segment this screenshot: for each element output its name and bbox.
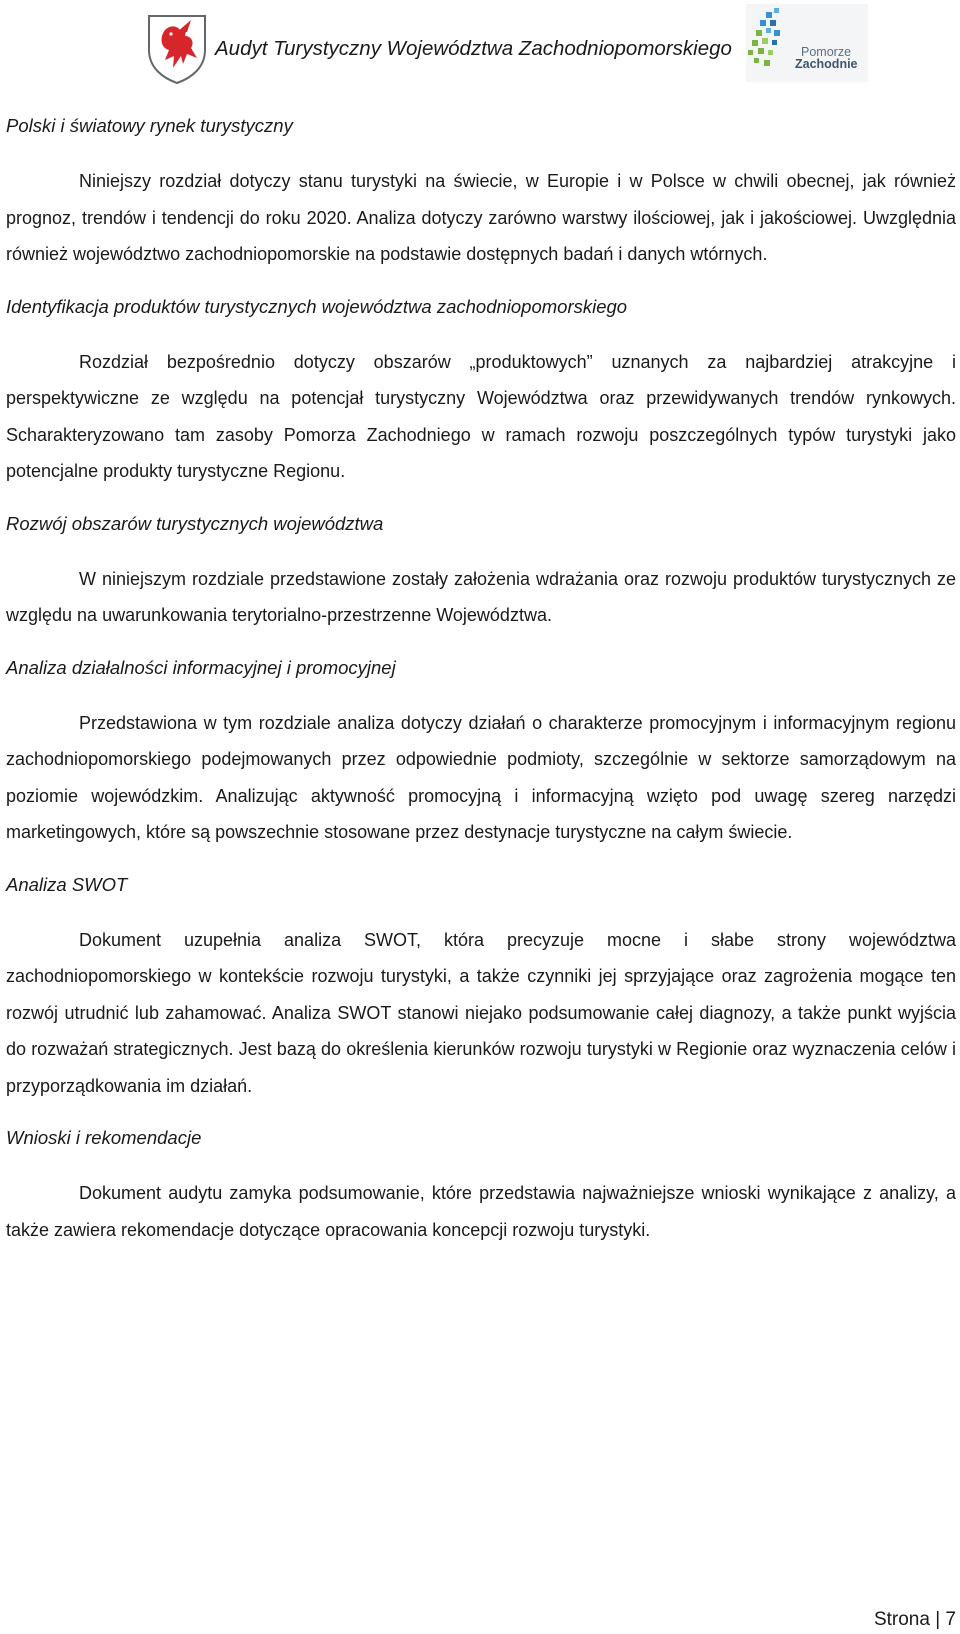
griffin-crest-icon: [147, 14, 207, 84]
section-heading: Analiza SWOT: [6, 873, 128, 895]
logo-text-zachodnie: Zachodnie: [795, 57, 858, 71]
section-paragraph: Dokument uzupełnia analiza SWOT, która precyzuje mocne i słabe strony województwa zachodniopomorskiego w kontekście rozwoju turystyki, a także czynniki jej sprzyjające oraz zagrożenia mogące ten rozwój utrudnić lub zahamować. Analiza SWOT stanowi niejako podsumowanie całej diagnozy, a także punkt wyjścia do rozważań strategicznych. Jest bazą do określenia kierunków rozwoju turystyki w Regionie oraz wyznaczenia celów i przyporządkowania im działań.: [6, 929, 956, 1096]
section-heading: Wnioski i rekomendacje: [6, 1127, 202, 1148]
section-rozwoj: [6, 510, 956, 634]
section-paragraph: Przedstawiona w tym rozdziale analiza dotyczy działań o charakterze promocyjnym i informacyjnym regionu zachodniopomorskiego podejmowanych przez odpowiednie podmioty, szczególnie w sektorze samorządowym na poziomie wojewódzkim. Analizując aktywność promocyjną i informacyjną wzięto pod uwagę szereg narzędzi marketingowych, które są powszechnie stosowane przez destynacje turystyczne na całym świecie.: [6, 712, 956, 842]
section-paragraph: Dokument audytu zamyka podsumowanie, które przedstawia najważniejsze wnioski wynikające z analizy, a także zawiera rekomendacje dotyczące opracowania koncepcji rozwoju turystyki.: [6, 1183, 956, 1240]
header-title: Audyt Turystyczny Województwa Zachodniopomorskiego: [215, 37, 732, 60]
section-swot: [6, 871, 956, 1105]
section-rynek: [6, 112, 956, 273]
pomorze-zachodnie-logo: [746, 4, 868, 82]
section-paragraph: Rozdział bezpośrednio dotyczy obszarów „produktowych” uznanych za najbardziej atrakcyjne i perspektywiczne ze względu na potencjał turystyczny Województwa oraz przewidywanych trendów rynkowych. Scharakteryzowano tam zasoby Pomorza Zachodniego w ramach rozwoju poszczególnych typów turystyki jako potencjalne produkty turystyczne Regionu.: [6, 351, 956, 481]
page-number: Strona | 7: [873, 1609, 956, 1630]
section-promocja: [6, 654, 956, 851]
logo-text-pomorze: Pomorze: [801, 45, 852, 59]
section-produkty: [6, 293, 956, 490]
section-wnioski: [6, 1124, 956, 1248]
document-body: [6, 112, 956, 1268]
page-header: [0, 0, 960, 92]
section-heading: Analiza działalności informacyjnej i promocyjnej: [6, 656, 396, 678]
section-paragraph: Niniejszy rozdział dotyczy stanu turystyki na świecie, w Europie i w Polsce w chwili obecnej, jak również prognoz, trendów i tendencji do roku 2020. Analiza dotyczy zarówno warstwy ilościowej, jak i jakościowej. Uwzględnia również województwo zachodniopomorskie na podstawie dostępnych badań i danych wtórnych.: [6, 171, 956, 264]
section-heading: Polski i światowy rynek turystyczny: [6, 115, 293, 136]
section-paragraph: W niniejszym rozdziale przedstawione zostały założenia wdrażania oraz rozwoju produktów turystycznych ze względu na uwarunkowania terytorialno-przestrzenne Województwa.: [6, 568, 956, 625]
section-heading: Identyfikacja produktów turystycznych województwa zachodniopomorskiego: [6, 295, 628, 317]
section-heading: Rozwój obszarów turystycznych województwa: [6, 512, 384, 534]
